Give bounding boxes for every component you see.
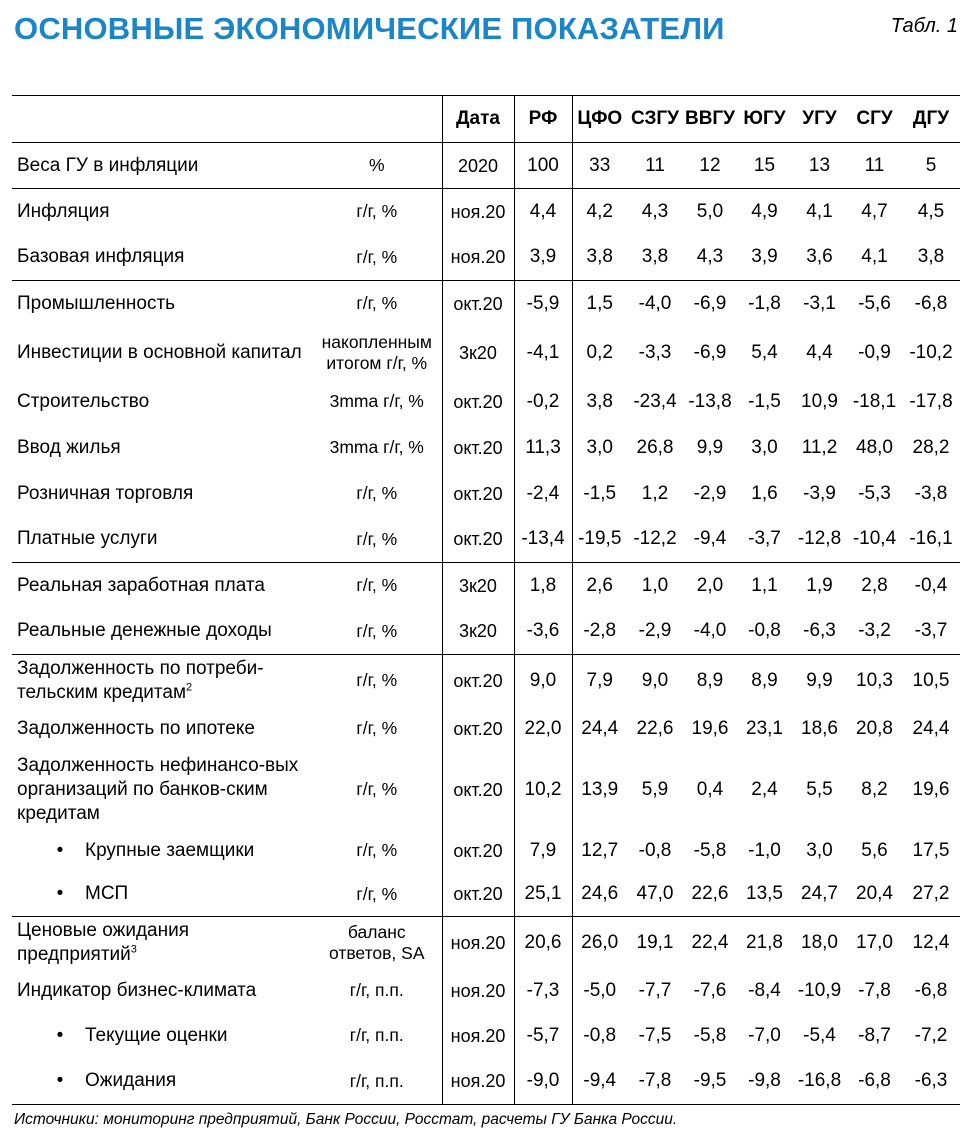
value-cell: -12,2 [633, 528, 677, 550]
header-vvgu: ВВГУ [683, 96, 737, 143]
value-rf: 7,9 [514, 829, 572, 873]
value-cell: 48,0 [856, 436, 893, 458]
value-cell: 3,8 [586, 246, 613, 268]
indicator-label: Веса ГУ в инфляции [17, 154, 199, 176]
value-cell: -19,5 [578, 528, 622, 550]
value-cell: -1,0 [748, 839, 781, 861]
value-cell: 4,3 [627, 189, 683, 235]
indicator-label: Ценовые ожидания предприятий [17, 919, 190, 965]
header-yugu: ЮГУ [737, 96, 792, 143]
footnote-mark: 2 [186, 681, 193, 694]
value-cell: -16,8 [792, 1059, 847, 1105]
table-row [12, 609, 960, 655]
indicator-name [12, 281, 312, 327]
value-cell: 22,6 [691, 883, 729, 905]
indicator-label: Инфляция [17, 200, 110, 222]
value-cell: 1,1 [737, 563, 792, 609]
value-cell: 10,5 [902, 655, 960, 707]
indicator-date: ноя.20 [442, 189, 514, 235]
value-cell: 9,9 [792, 655, 847, 707]
indicator-label: Задолженность нефинансо-вых организаций по банков-ским кредитам [17, 754, 299, 824]
indicator-label: Строительство [17, 390, 150, 412]
indicator-label: Задолженность по потреби-тельским кредитам [17, 657, 264, 703]
indicator-date: окт.20 [442, 471, 514, 517]
value-cell: 3,6 [806, 246, 833, 268]
value-cell: -8,7 [858, 1024, 891, 1046]
table-row [12, 281, 960, 327]
indicator-label: Реальные денежные доходы [17, 620, 272, 642]
value-cell: -6,8 [847, 1059, 902, 1105]
value-cell: -5,8 [693, 839, 727, 861]
value-cell: -9,4 [693, 528, 727, 550]
value-cell: -3,3 [638, 341, 672, 363]
indicator-date: 3к20 [442, 327, 514, 379]
value-rf: 20,6 [514, 917, 572, 969]
value-cell: 26,0 [572, 917, 627, 969]
value-rf: -2,4 [514, 471, 572, 517]
value-cell: 11 [847, 143, 902, 189]
value-cell: -0,8 [638, 839, 672, 861]
indicator-unit: г/г, % [356, 528, 398, 549]
indicator-label: Индикатор бизнес-климата [17, 979, 257, 1001]
value-cell: 7,9 [572, 655, 627, 707]
value-cell: -10,2 [909, 341, 953, 363]
page-title: ОСНОВНЫЕ ЭКОНОМИЧЕСКИЕ ПОКАЗАТЕЛИ [14, 11, 725, 46]
value-cell: 33 [572, 143, 627, 189]
value-cell: -5,0 [583, 979, 617, 1001]
value-cell: 3,9 [751, 246, 778, 268]
indicator-unit: г/г, % [356, 246, 398, 267]
indicator-unit: 3mma г/г, % [329, 391, 424, 411]
header-szgu: СЗГУ [627, 96, 683, 143]
value-cell: 19,1 [627, 917, 683, 969]
value-cell: -23,4 [633, 390, 677, 412]
value-cell: -16,1 [909, 528, 953, 550]
value-cell: -9,8 [737, 1059, 792, 1105]
indicator-unit: баланс ответов, SA [312, 917, 442, 969]
source-note: Источники: мониторинг предприятий, Банк России, Росстат, расчеты ГУ Банка России. [14, 1111, 678, 1128]
value-cell: 3,0 [751, 436, 778, 458]
indicator-date: ноя.20 [442, 235, 514, 281]
value-cell: 28,2 [912, 436, 950, 458]
table-row [12, 1013, 960, 1059]
value-cell: -6,8 [902, 281, 960, 327]
value-cell: -9,5 [683, 1059, 737, 1105]
indicator-name [12, 609, 312, 655]
value-rf: 3,9 [514, 235, 572, 281]
value-cell: -2,9 [693, 482, 727, 504]
value-cell: 4,2 [572, 189, 627, 235]
value-cell: 18,6 [801, 717, 838, 739]
value-cell: -5,4 [803, 1024, 836, 1046]
indicator-name [12, 1013, 312, 1059]
table-row [12, 471, 960, 517]
indicator-unit: % [312, 143, 442, 189]
bullet-icon: • [56, 1070, 64, 1092]
table-row [12, 517, 960, 563]
value-cell: 3,8 [641, 246, 669, 268]
value-cell: -3,1 [792, 281, 847, 327]
value-cell: -7,2 [914, 1024, 948, 1046]
indicator-name [12, 379, 312, 425]
value-cell: 1,0 [627, 563, 683, 609]
value-cell: -6,3 [902, 1059, 960, 1105]
value-cell: 2,4 [751, 778, 778, 800]
value-cell: -8,4 [748, 979, 781, 1001]
value-cell: 1,2 [641, 482, 669, 504]
indicator-name [12, 425, 312, 471]
indicator-name [12, 969, 312, 1013]
value-cell: 10,9 [801, 390, 838, 412]
value-rf: -3,6 [514, 609, 572, 655]
indicator-name [12, 143, 312, 189]
table-row [12, 425, 960, 471]
value-rf: -4,1 [514, 327, 572, 379]
indicator-date: окт.20 [442, 655, 514, 707]
value-cell: -7,7 [638, 979, 672, 1001]
value-cell: -10,4 [852, 528, 897, 550]
value-cell: 3,0 [806, 839, 833, 861]
value-cell: -1,5 [583, 482, 617, 504]
value-cell: -0,9 [858, 341, 891, 363]
indicator-unit: накопленным итогом г/г, % [321, 331, 432, 373]
value-cell: 11,2 [801, 436, 838, 458]
value-cell: -1,5 [748, 390, 781, 412]
indicator-date: ноя.20 [442, 1013, 514, 1059]
value-rf: 11,3 [514, 425, 572, 471]
value-rf: -5,7 [514, 1013, 572, 1059]
indicator-name [12, 707, 312, 751]
value-cell: 24,6 [581, 883, 619, 905]
value-rf: 4,4 [514, 189, 572, 235]
indicator-name [12, 751, 312, 829]
table-row [12, 143, 960, 189]
indicator-name [12, 471, 312, 517]
indicator-date: 3к20 [442, 563, 514, 609]
indicator-unit: г/г, % [312, 563, 442, 609]
value-cell: -17,8 [909, 390, 953, 412]
indicator-date: окт.20 [442, 751, 514, 829]
indicator-name [12, 189, 312, 235]
value-cell: 13 [792, 143, 847, 189]
value-cell: 4,9 [737, 189, 792, 235]
value-cell: 2,0 [683, 563, 737, 609]
table-row [12, 563, 960, 609]
indicator-unit: г/г, % [312, 281, 442, 327]
value-cell: 22,6 [636, 717, 674, 739]
value-cell: 17,5 [912, 839, 950, 861]
value-cell: -18,1 [852, 390, 897, 412]
indicator-unit: г/г, % [356, 840, 398, 860]
indicator-name [12, 873, 312, 917]
indicator-date: окт.20 [442, 707, 514, 751]
value-cell: -5,6 [847, 281, 902, 327]
value-rf: 10,2 [514, 751, 572, 829]
indicator-date: ноя.20 [442, 969, 514, 1013]
value-cell: 17,0 [847, 917, 902, 969]
table-row [12, 829, 960, 873]
footnote-mark: 3 [130, 943, 137, 956]
value-cell: -1,8 [737, 281, 792, 327]
indicator-label: Задолженность по ипотеке [17, 717, 255, 739]
value-cell: 24,4 [581, 717, 619, 739]
value-cell: 26,8 [636, 436, 674, 458]
indicator-label: Розничная торговля [17, 482, 194, 504]
value-cell: 4,4 [806, 341, 833, 363]
indicator-label: Инвестиции в основной капитал [17, 341, 302, 363]
bullet-icon: • [56, 839, 64, 861]
value-cell: 21,8 [737, 917, 792, 969]
value-cell: 10,3 [847, 655, 902, 707]
indicator-label: Текущие оценки [85, 1024, 228, 1046]
indicator-unit: г/г, % [356, 483, 398, 503]
value-cell: 0,2 [586, 341, 613, 363]
indicator-name [12, 917, 312, 969]
indicator-date: 2020 [442, 143, 514, 189]
value-cell: 27,2 [912, 883, 950, 905]
table-row [12, 873, 960, 917]
value-cell: 4,1 [792, 189, 847, 235]
value-rf: 9,0 [514, 655, 572, 707]
indicator-label: Ввод жилья [17, 436, 121, 458]
indicator-unit: г/г, п.п. [349, 980, 404, 1000]
value-cell: 3,8 [917, 246, 945, 268]
value-cell: -4,0 [627, 281, 683, 327]
value-cell: -9,4 [572, 1059, 627, 1105]
indicator-label: Реальная заработная плата [17, 574, 265, 596]
table-row [12, 707, 960, 751]
header-row [12, 96, 960, 143]
value-cell: 9,0 [627, 655, 683, 707]
value-cell: 4,7 [847, 189, 902, 235]
value-cell: 1,9 [792, 563, 847, 609]
value-cell: -6,8 [914, 979, 948, 1001]
indicator-date: окт.20 [442, 379, 514, 425]
value-cell: -5,8 [693, 1024, 727, 1046]
value-cell: 4,5 [902, 189, 960, 235]
value-cell: -3,9 [803, 482, 836, 504]
value-rf: -9,0 [514, 1059, 572, 1105]
indicator-name [12, 235, 312, 281]
indicator-unit: г/г, % [356, 779, 398, 799]
indicator-label: Крупные заемщики [85, 839, 255, 861]
value-cell: 18,0 [792, 917, 847, 969]
header-ugu: УГУ [792, 96, 847, 143]
value-cell: 5,5 [806, 778, 833, 800]
bullet-icon: • [56, 1024, 64, 1046]
value-cell: 24,7 [801, 883, 838, 905]
table-row [12, 1059, 960, 1105]
value-cell: 5,0 [683, 189, 737, 235]
value-cell: -7,8 [627, 1059, 683, 1105]
table-row [12, 327, 960, 379]
value-cell: 4,1 [861, 246, 888, 268]
indicator-unit: г/г, п.п. [349, 1025, 404, 1045]
value-cell: -3,7 [914, 620, 948, 642]
value-cell: 12,4 [902, 917, 960, 969]
value-cell: 20,4 [856, 883, 893, 905]
value-cell: 1,5 [572, 281, 627, 327]
indicator-date: ноя.20 [442, 917, 514, 969]
value-cell: 3,0 [586, 436, 613, 458]
indicator-date: окт.20 [442, 281, 514, 327]
indicator-unit: 3mma г/г, % [329, 437, 424, 457]
value-rf: -5,9 [514, 281, 572, 327]
value-cell: -3,2 [858, 620, 891, 642]
value-cell: -5,3 [858, 482, 891, 504]
value-cell: -0,8 [748, 620, 781, 642]
value-cell: 2,8 [847, 563, 902, 609]
indicator-date: ноя.20 [442, 1059, 514, 1105]
indicator-unit: г/г, % [312, 189, 442, 235]
value-cell: 8,2 [861, 778, 888, 800]
value-cell: 23,1 [746, 717, 783, 739]
table-row [12, 189, 960, 235]
value-cell: 0,4 [696, 778, 724, 800]
value-cell: 2,6 [572, 563, 627, 609]
indicator-name [12, 517, 312, 563]
bullet-icon: • [56, 883, 64, 905]
indicator-name [12, 829, 312, 873]
table-row [12, 235, 960, 281]
value-cell: -7,5 [638, 1024, 672, 1046]
header-cfo: ЦФО [572, 96, 627, 143]
value-cell: 5 [902, 143, 960, 189]
value-rf: 1,8 [514, 563, 572, 609]
table-row [12, 655, 960, 707]
value-cell: 47,0 [636, 883, 674, 905]
value-cell: 11 [627, 143, 683, 189]
value-cell: -7,8 [858, 979, 891, 1001]
header-date: Дата [442, 96, 514, 143]
value-cell: 19,6 [912, 778, 950, 800]
indicator-unit: г/г, % [356, 620, 398, 641]
value-cell: -2,9 [638, 620, 672, 642]
table-row [12, 751, 960, 829]
table-row [12, 917, 960, 969]
indicator-name [12, 655, 312, 707]
value-cell: 5,4 [751, 341, 778, 363]
indicator-name [12, 563, 312, 609]
value-rf: -0,2 [514, 379, 572, 425]
value-cell: -4,0 [693, 620, 727, 642]
indicator-date: окт.20 [442, 873, 514, 917]
value-cell: 4,3 [696, 246, 724, 268]
value-cell: 8,9 [683, 655, 737, 707]
value-cell: -7,0 [748, 1024, 781, 1046]
value-cell: 22,4 [683, 917, 737, 969]
indicator-label: Базовая инфляция [17, 246, 185, 268]
value-cell: -3,8 [914, 482, 948, 504]
value-cell: 12 [683, 143, 737, 189]
value-cell: 3,8 [586, 390, 613, 412]
value-cell: 8,9 [737, 655, 792, 707]
value-cell: -6,9 [683, 281, 737, 327]
indicator-date: окт.20 [442, 425, 514, 471]
value-cell: -0,8 [583, 1024, 617, 1046]
value-cell: 20,8 [856, 717, 893, 739]
indicator-date: окт.20 [442, 517, 514, 563]
value-cell: -12,8 [797, 528, 842, 550]
value-rf: 22,0 [514, 707, 572, 751]
value-cell: -0,4 [902, 563, 960, 609]
value-cell: 15 [737, 143, 792, 189]
value-cell: 24,4 [912, 717, 950, 739]
indicator-unit: г/г, % [312, 655, 442, 707]
header-rf: РФ [514, 96, 572, 143]
value-cell: 13,5 [746, 883, 783, 905]
value-cell: 5,6 [861, 839, 888, 861]
indicator-name [12, 327, 312, 379]
indicator-name [12, 1059, 312, 1105]
value-cell: 13,9 [581, 778, 619, 800]
indicator-unit: г/г, % [356, 883, 398, 904]
value-cell: -2,8 [583, 620, 617, 642]
indicator-label: Промышленность [17, 292, 176, 314]
value-cell: 1,6 [751, 482, 778, 504]
indicator-date: 3к20 [442, 609, 514, 655]
value-rf: -7,3 [514, 969, 572, 1013]
value-cell: -6,9 [693, 341, 727, 363]
value-cell: -3,7 [748, 528, 781, 550]
indicator-label: Платные услуги [17, 528, 158, 550]
value-cell: -7,6 [693, 979, 727, 1001]
header-sgu: СГУ [847, 96, 902, 143]
value-cell: 12,7 [581, 839, 619, 861]
value-cell: 19,6 [691, 717, 729, 739]
value-cell: -6,3 [803, 620, 836, 642]
value-cell: -10,9 [797, 979, 842, 1001]
value-rf: 100 [514, 143, 572, 189]
value-cell: 9,9 [696, 436, 724, 458]
indicator-label: МСП [85, 883, 129, 905]
indicator-date: окт.20 [442, 829, 514, 873]
value-cell: -13,8 [688, 390, 732, 412]
header-dgu: ДГУ [902, 96, 960, 143]
indicator-label: Ожидания [85, 1070, 177, 1092]
table-row [12, 379, 960, 425]
table-row [12, 969, 960, 1013]
value-rf: 25,1 [514, 873, 572, 917]
value-cell: 5,9 [641, 778, 669, 800]
indicators-table [12, 95, 960, 1105]
indicator-unit: г/г, п.п. [312, 1059, 442, 1105]
indicator-unit: г/г, % [356, 718, 398, 738]
table-label: Табл. 1 [890, 15, 958, 37]
value-rf: -13,4 [514, 517, 572, 563]
